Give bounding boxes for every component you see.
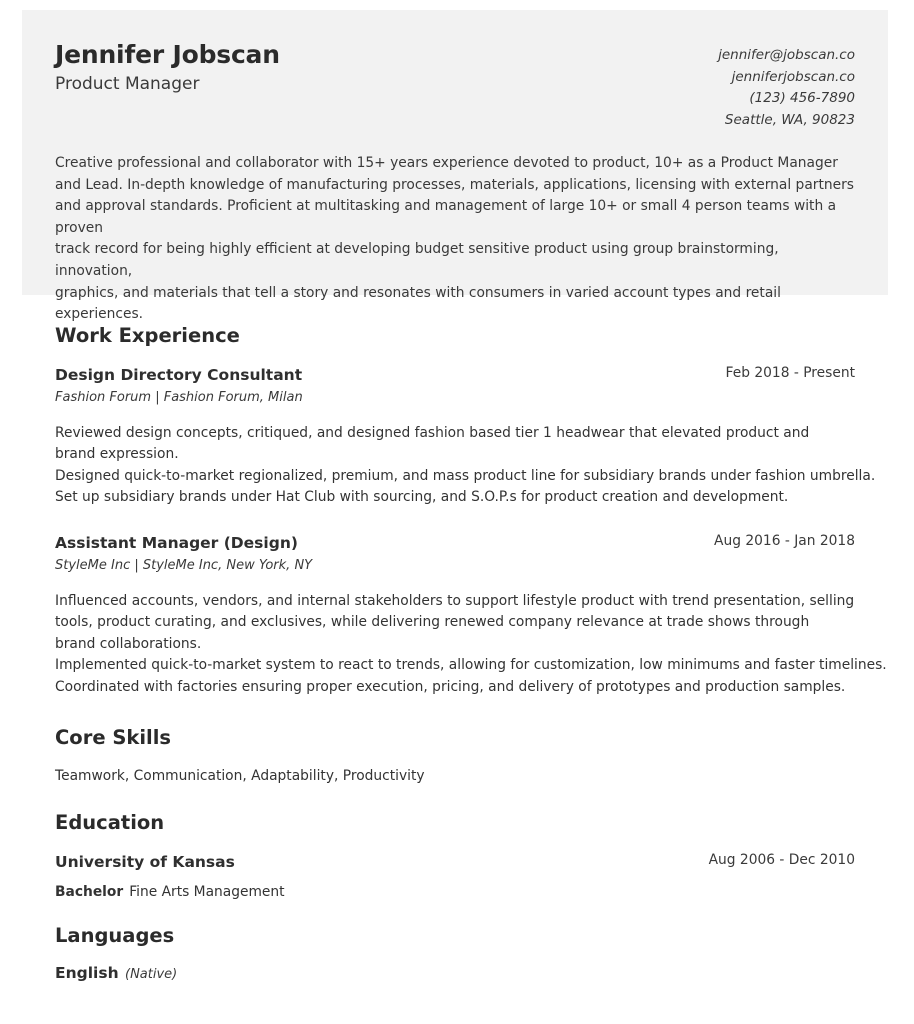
job-date: Feb 2018 - Present	[725, 365, 855, 381]
resume-header	[22, 10, 888, 323]
school-name: University of Kansas	[55, 853, 235, 871]
degree-type: Bachelor	[55, 884, 124, 900]
job-description-line: Coordinated with factories ensuring proper execution, pricing, and delivery of prototypes and production samples.	[55, 678, 846, 695]
job-description-line: Reviewed design concepts, critiqued, and designed fashion based tier 1 headwear that elevated product and	[55, 425, 810, 441]
contact-email[interactable]: jennifer@jobscan.co	[718, 47, 855, 63]
job-title: Assistant Manager (Design)	[55, 534, 298, 552]
job-description-line: brand collaborations.	[55, 635, 202, 652]
language-row	[55, 964, 177, 982]
contact-block	[718, 45, 855, 131]
professional-summary	[55, 153, 860, 326]
summary-line: track record for being highly efficient at developing budget sensitive product using group brainstorming, innovation,	[55, 241, 779, 279]
contact-phone: (123) 456-7890	[749, 90, 855, 106]
job-description-line: tools, product curating, and exclusives, while delivering renewed company relevance at trade shows through	[55, 614, 810, 631]
job-description-line: brand expression.	[55, 446, 179, 463]
language-level: (Native)	[125, 967, 178, 982]
job-description-line: Influenced accounts, vendors, and internal stakeholders to support lifestyle product with trend presentation, selling	[55, 593, 855, 609]
job-company: Fashion Forum | Fashion Forum, Milan	[55, 390, 303, 405]
summary-line: Creative professional and collaborator with 15+ years experience devoted to product, 10+ as a Product Manager	[55, 155, 838, 171]
core-skills-heading: Core Skills	[55, 726, 172, 749]
job-description	[55, 591, 887, 698]
job-description-line: Set up subsidiary brands under Hat Club with sourcing, and S.O.P.s for product creation and development.	[55, 489, 789, 506]
job-date: Aug 2016 - Jan 2018	[714, 533, 855, 549]
summary-line: graphics, and materials that tell a story and resonates with consumers in varied account types and retail experiences.	[55, 284, 781, 323]
education-date: Aug 2006 - Dec 2010	[708, 852, 855, 868]
summary-line: and Lead. In-depth knowledge of manufacturing processes, materials, applications, licensing with external partners	[55, 176, 854, 193]
summary-line: and approval standards. Proficient at multitasking and management of large 10+ or small 4 person teams with a proven	[55, 198, 837, 236]
degree-row	[55, 884, 285, 900]
skills-list: Teamwork, Communication, Adaptability, Productivity	[55, 768, 425, 784]
job-description-line: Implemented quick-to-market system to react to trends, allowing for customization, low minimums and faster timelines.	[55, 657, 887, 674]
contact-location: Seattle, WA, 90823	[724, 111, 855, 128]
candidate-name: Jennifer Jobscan	[55, 40, 280, 69]
work-experience-heading: Work Experience	[55, 324, 240, 347]
language-name: English	[55, 964, 119, 982]
job-description	[55, 423, 876, 509]
languages-heading: Languages	[55, 924, 175, 947]
job-company: StyleMe Inc | StyleMe Inc, New York, NY	[55, 558, 313, 573]
education-heading: Education	[55, 811, 165, 834]
candidate-title: Product Manager	[55, 74, 200, 94]
contact-website[interactable]: jenniferjobscan.co	[731, 68, 855, 85]
job-description-line: Designed quick-to-market regionalized, premium, and mass product line for subsidiary brands under fashion umbrella.	[55, 467, 876, 484]
job-title: Design Directory Consultant	[55, 366, 303, 384]
degree-field: Fine Arts Management	[129, 884, 285, 900]
